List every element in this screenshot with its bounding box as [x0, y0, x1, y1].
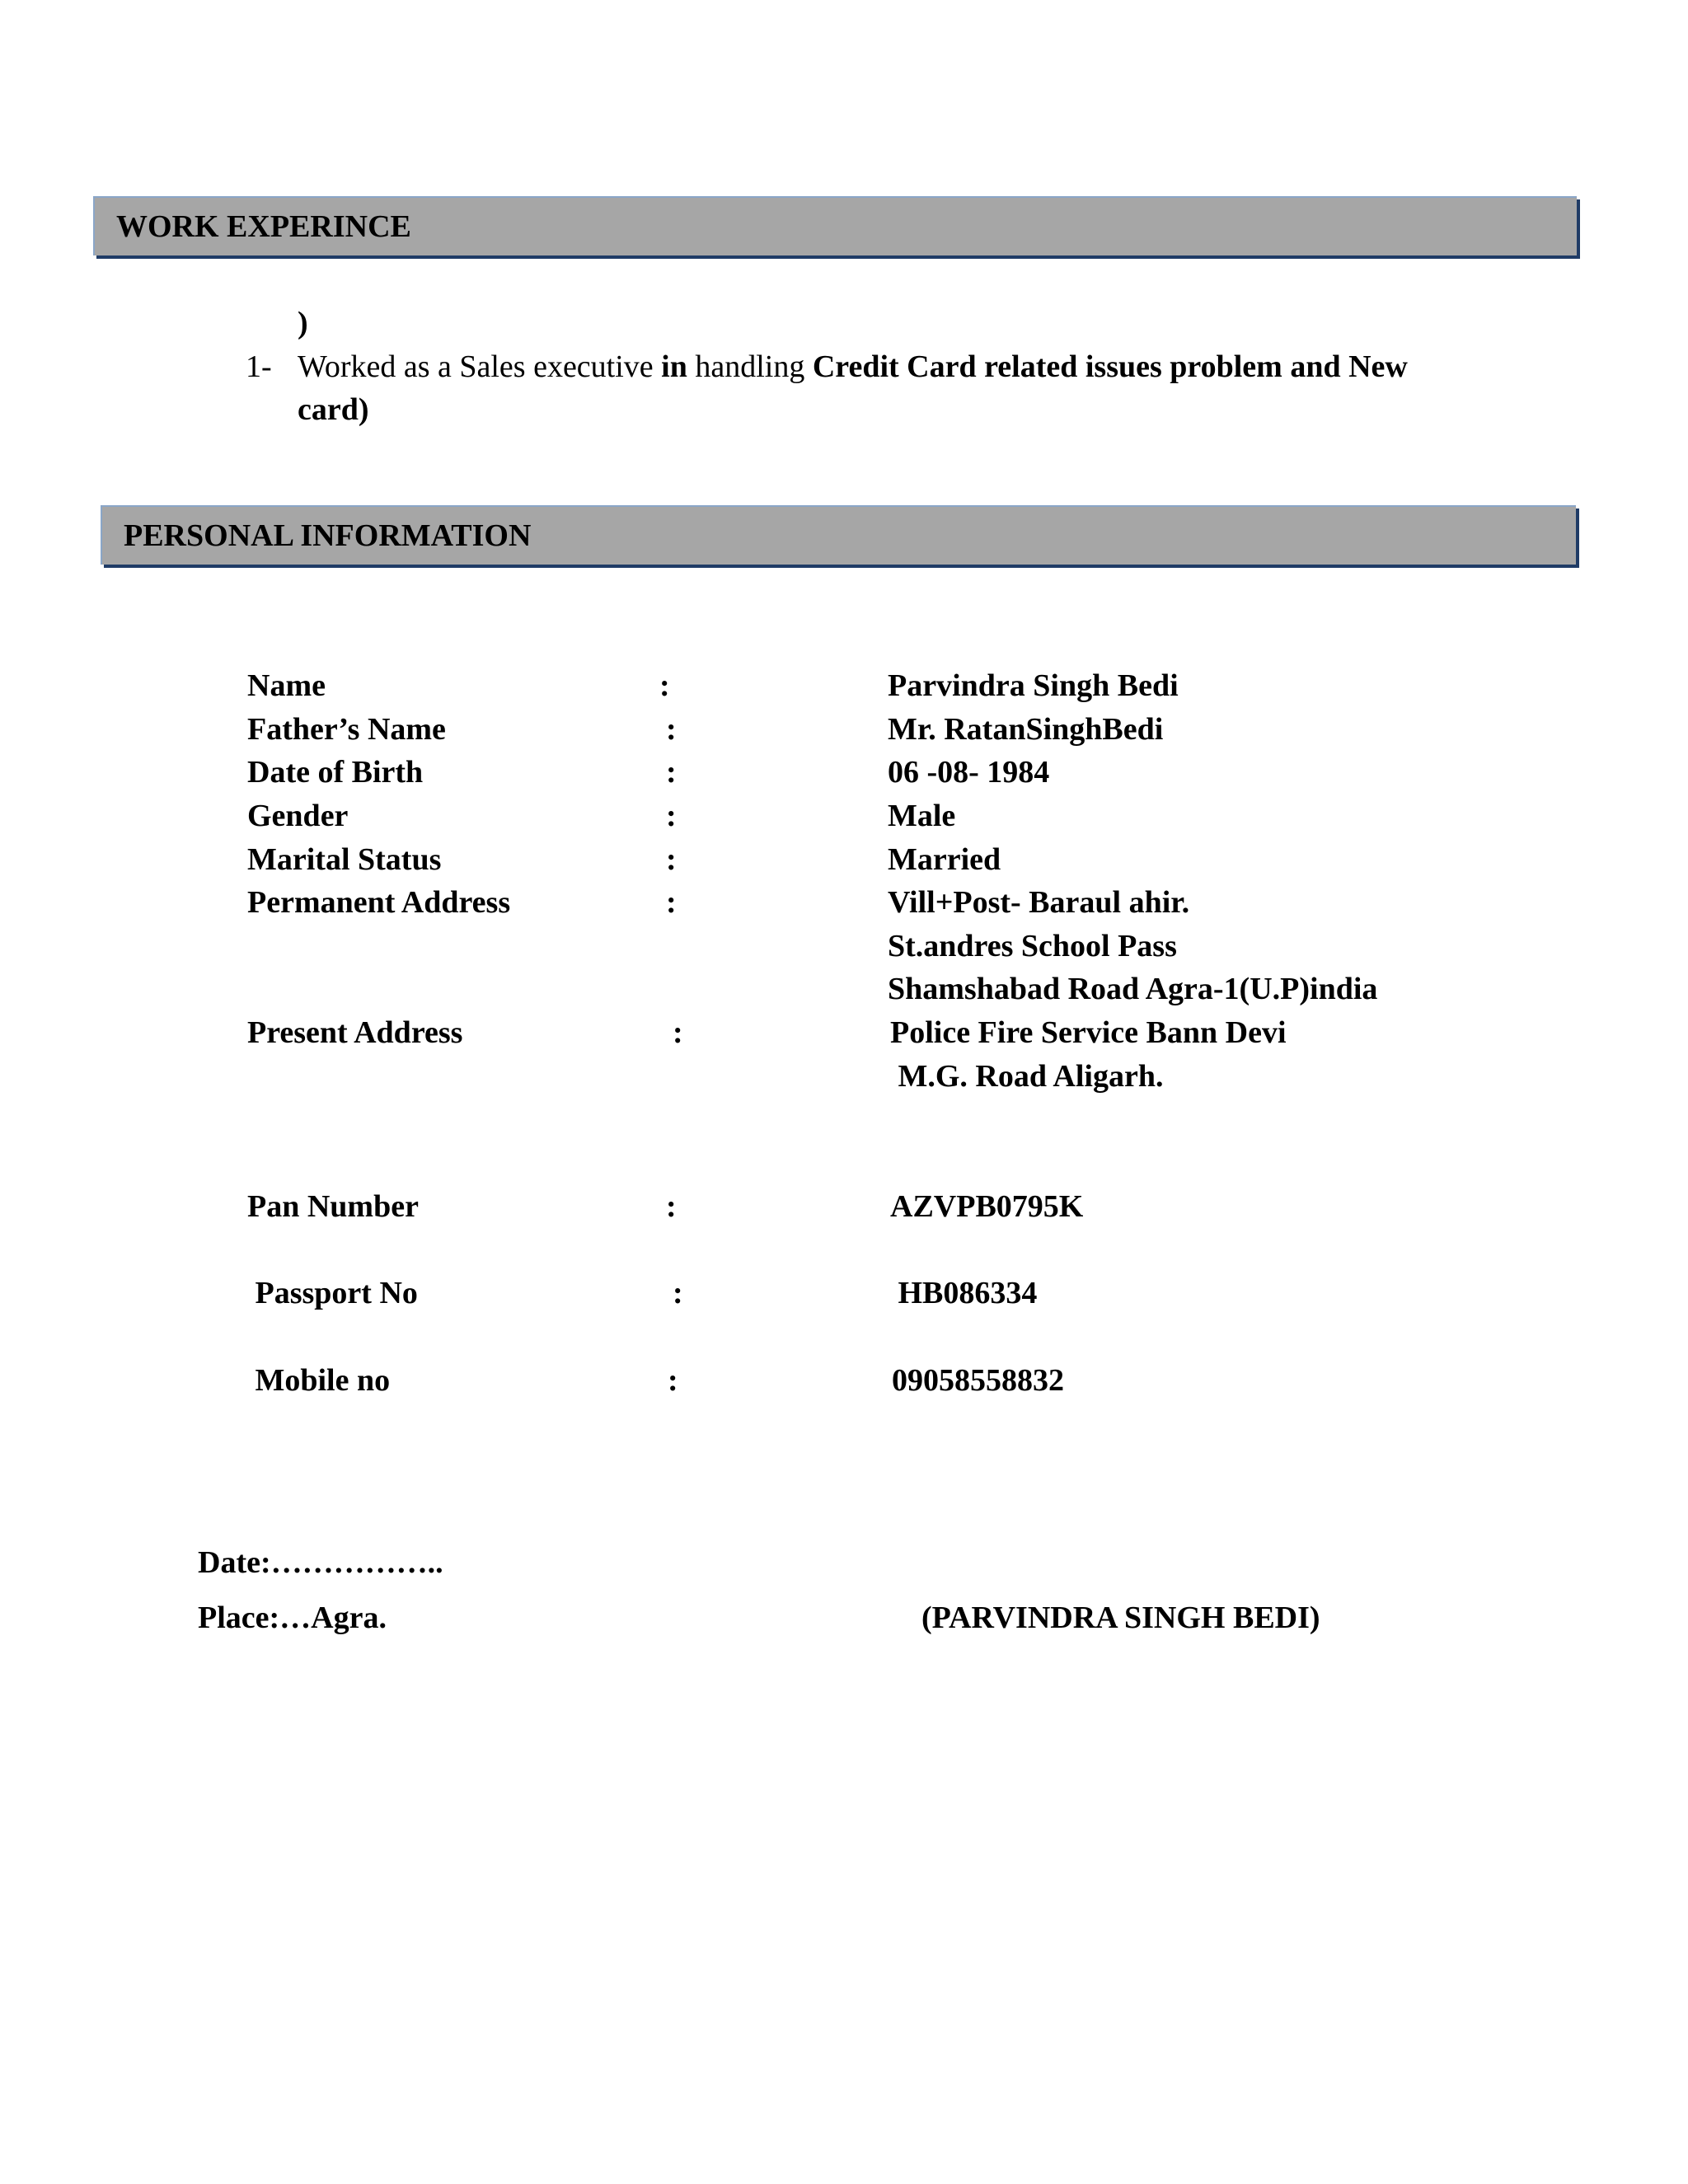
info-value-present-address-line1: Police Fire Service Bann Devi [890, 1015, 1287, 1050]
work-item-bold-1: in [661, 349, 687, 384]
info-colon: : [666, 712, 677, 747]
info-colon: : [666, 842, 677, 877]
info-value-date-of-birth: 06 -08- 1984 [888, 755, 1050, 790]
info-value-passport-no: HB086334 [890, 1276, 1038, 1310]
info-label-name: Name [247, 668, 326, 703]
info-value-gender: Male [888, 799, 956, 833]
info-colon: : [673, 1276, 683, 1310]
work-item-text-line2: card) [298, 392, 369, 427]
info-value-permanent-address-line3: Shamshabad Road Agra-1(U.P)india [888, 972, 1378, 1006]
info-value-name: Parvindra Singh Bedi [888, 668, 1179, 703]
signature-place: Place:…Agra. [198, 1601, 387, 1635]
work-paren: ) [298, 306, 308, 340]
section-header-personal-information: PERSONAL INFORMATION [101, 505, 1576, 565]
work-item-plain-2: handling [687, 349, 813, 384]
info-value-fathers-name: Mr. RatanSinghBedi [888, 712, 1164, 747]
info-label-fathers-name: Father’s Name [247, 712, 446, 747]
info-label-mobile-no: Mobile no [247, 1363, 391, 1398]
work-item-bold-2: Credit Card related issues problem and New [812, 349, 1408, 384]
info-colon: : [666, 885, 677, 920]
info-label-permanent-address: Permanent Address [247, 885, 511, 920]
info-value-marital-status: Married [888, 842, 1001, 877]
info-colon: : [666, 755, 677, 790]
section-header-work-experience: WORK EXPERINCE [93, 196, 1577, 255]
info-colon: : [666, 1189, 677, 1224]
info-value-permanent-address-line1: Vill+Post- Baraul ahir. [888, 885, 1190, 920]
info-value-permanent-address-line2: St.andres School Pass [888, 929, 1177, 963]
info-label-passport-no: Passport No [247, 1276, 418, 1310]
info-label-date-of-birth: Date of Birth [247, 755, 424, 790]
work-item-number: 1- [246, 349, 272, 384]
info-colon: : [673, 1015, 683, 1050]
info-value-mobile-no: 09058558832 [892, 1363, 1064, 1398]
info-value-pan-number: AZVPB0795K [890, 1189, 1084, 1224]
info-value-present-address-line2: M.G. Road Aligarh. [890, 1059, 1164, 1094]
info-colon: : [659, 668, 670, 703]
info-label-pan-number: Pan Number [247, 1189, 419, 1224]
info-label-gender: Gender [247, 799, 349, 833]
signature-name: (PARVINDRA SINGH BEDI) [921, 1601, 1320, 1635]
info-colon: : [668, 1363, 678, 1398]
work-item-text [298, 351, 1408, 382]
signature-date: Date:…………….. [198, 1545, 443, 1580]
info-colon: : [666, 799, 677, 833]
info-label-present-address: Present Address [247, 1015, 463, 1050]
work-item-plain-1: Worked as a Sales executive [298, 349, 662, 384]
info-label-marital-status: Marital Status [247, 842, 442, 877]
